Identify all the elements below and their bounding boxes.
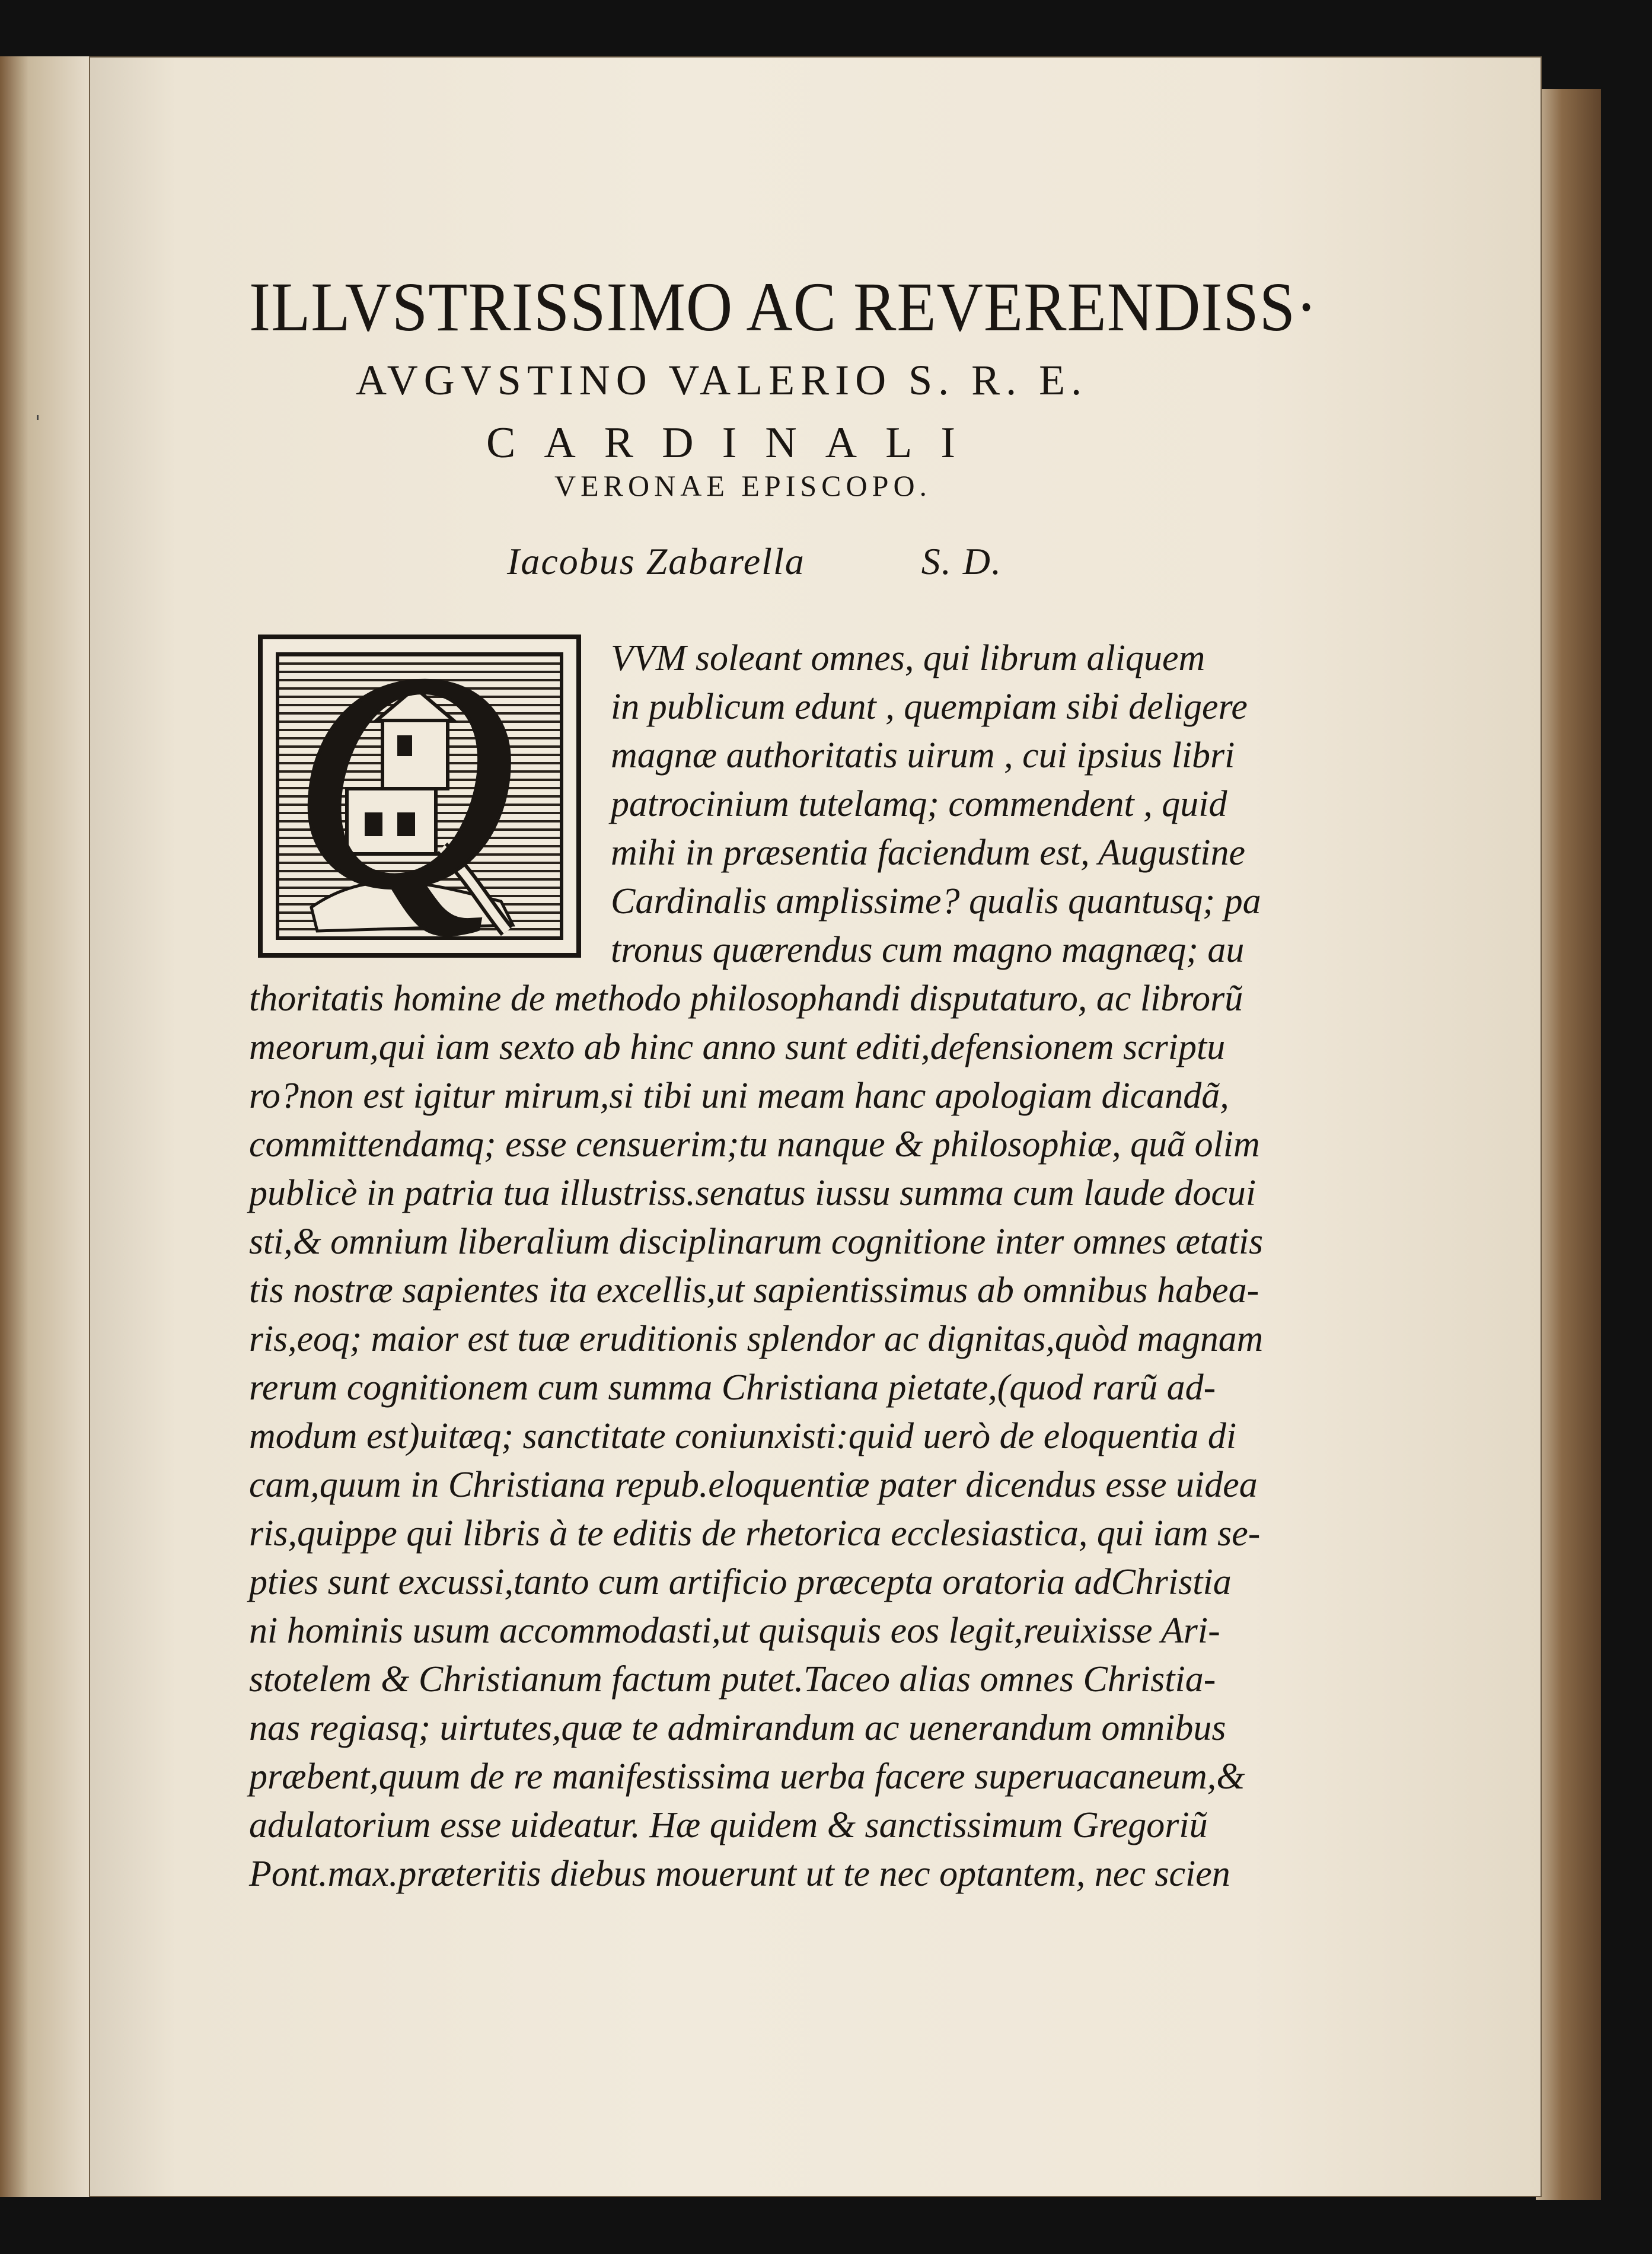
heading-line-3: CARDINALI: [486, 419, 984, 467]
salutation-sd: S. D.: [921, 540, 1002, 582]
body-line: mihi in præsentia faciendum est, Augustine: [611, 833, 1246, 873]
heading-line-2: AVGVSTINO VALERIO S. R. E.: [356, 356, 1088, 404]
body-line: publicè in patria tua illustriss.senatus iussu summa cum laude docui: [249, 1173, 1256, 1213]
body-line: Pont.max.præteritis diebus mouerunt ut te nec optantem, nec scien: [249, 1854, 1230, 1894]
body-line: nas regiasq; uirtutes,quæ te admirandum ac uenerandum omnibus: [249, 1708, 1226, 1748]
body-line: tis nostræ sapientes ita excellis,ut sapientissimus ab omnibus habea-: [249, 1270, 1259, 1311]
body-line: rerum cognitionem cum summa Christiana pietate,(quod rarũ ad-: [249, 1367, 1216, 1408]
body-line: ris,quippe qui libris à te editis de rhetorica ecclesiastica, qui iam se-: [249, 1513, 1261, 1554]
body-line: cam,quum in Christiana repub.eloquentiæ pater dicendus esse uidea: [249, 1465, 1258, 1505]
body-line: ni hominis usum accommodasti,ut quisquis eos legit,reuixisse Ari-: [249, 1611, 1220, 1651]
body-line: in publicum edunt , quempiam sibi deligere: [611, 687, 1248, 727]
salutation-name: Iacobus Zabarella: [507, 540, 805, 582]
salutation: [507, 540, 1002, 584]
book-right-edge: [1536, 89, 1601, 2200]
body-line: patrocinium tutelamq; commendent , quid: [611, 784, 1227, 824]
body-line: thoritatis homine de methodo philosophandi disputaturo, ac librorũ: [249, 978, 1243, 1019]
body-line: adulatorium esse uideatur. Hæ quidem & sanctissimum Gregoriũ: [249, 1805, 1208, 1845]
body-line: ro?non est igitur mirum,si tibi uni meam hanc apologiam dicandã,: [249, 1076, 1229, 1116]
body-line: præbent,quum de re manifestissima uerba facere superuacaneum,&: [249, 1756, 1245, 1797]
initial-letter: Q: [292, 611, 515, 952]
heading-line-1: ILLVSTRISSIMO AC REVERENDISS·: [249, 268, 1318, 346]
scan-mark: [37, 415, 39, 420]
body-line: committendamq; esse censuerim;tu nanque & philosophiæ, quã olim: [249, 1124, 1260, 1165]
heading-line-4: VERONAE EPISCOPO.: [554, 469, 932, 502]
woodcut-initial-q-icon: [258, 611, 581, 958]
body-line: VVM soleant omnes, qui librum aliquem: [611, 638, 1205, 678]
body-line: tronus quærendus cum magno magnæq; au: [611, 930, 1245, 970]
body-line: magnæ authoritatis uirum , cui ipsius libri: [611, 735, 1235, 776]
body-line: sti,& omnium liberalium disciplinarum cognitione inter omnes ætatis: [249, 1222, 1264, 1262]
body-line: Cardinalis amplissime? qualis quantusq; pa: [611, 881, 1261, 922]
book-left-edge: [0, 56, 95, 2197]
body-line: ris,eoq; maior est tuæ eruditionis splendor ac dignitas,quòd magnam: [249, 1319, 1264, 1359]
body-line: pties sunt excussi,tanto cum artificio præcepta oratoria adChristia: [249, 1562, 1232, 1602]
body-line: meorum,qui iam sexto ab hinc anno sunt editi,defensionem scriptu: [249, 1027, 1226, 1067]
body-line: stotelem & Christianum factum putet.Taceo alias omnes Christia-: [249, 1659, 1216, 1700]
body-line: modum est)uitæq; sanctitate coniunxisti:quid uerò de eloquentia di: [249, 1416, 1237, 1456]
